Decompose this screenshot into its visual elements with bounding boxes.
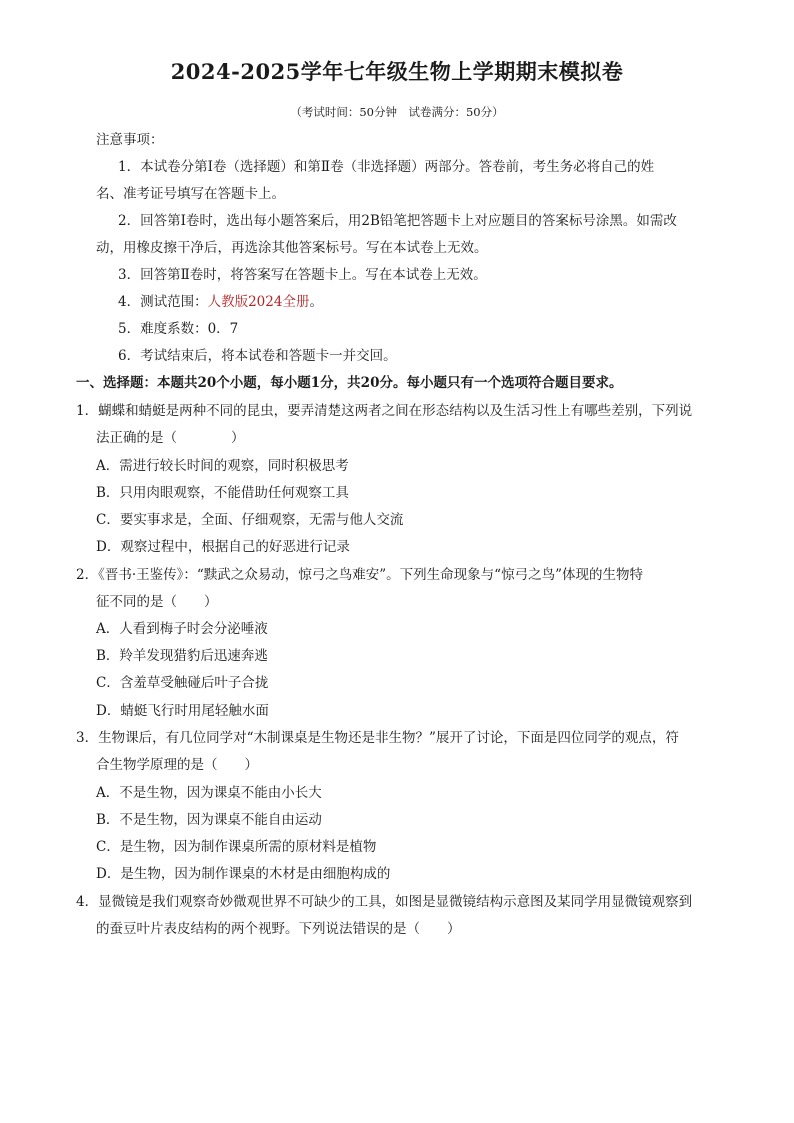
question-2-option-c: C．含羞草受触碰后叶子合拢	[96, 675, 269, 691]
question-3-stem-line-2: 合生物学原理的是（ ）	[96, 757, 258, 773]
question-2-option-b: B．羚羊发现猎豹后迅速奔逃	[96, 648, 268, 664]
notice-item-3: 3．回答第Ⅱ卷时，将答案写在答题卡上。写在本试卷上无效。	[118, 267, 487, 283]
question-2-stem-line-2: 征不同的是（ ）	[96, 594, 218, 610]
question-1-stem-line-1: 1．蝴蝶和蜻蜓是两种不同的昆虫，要弄清楚这两者之间在形态结构以及生活习性上有哪些差别，下列说	[76, 403, 693, 419]
question-2-stem-line-1: 2．《晋书·王鉴传》：“黩武之众易动，惊弓之鸟难安”。下列生命现象与“惊弓之鸟”体现的生物特	[76, 567, 643, 583]
test-scope: 人教版2024全册	[207, 294, 310, 310]
notice-heading: 注意事项：	[96, 132, 164, 148]
question-4-stem-line-2: 的蚕豆叶片表皮结构的两个视野。下列说法错误的是（ ）	[96, 921, 461, 937]
question-3-option-c: C．是生物，因为制作课桌所需的原材料是植物	[96, 839, 377, 855]
question-1-option-c: C．要实事求是，全面、仔细观察，无需与他人交流	[96, 512, 404, 528]
notice-item-2-line-2: 动，用橡皮擦干净后，再选涂其他答案标号。写在本试卷上无效。	[96, 240, 488, 256]
question-4-stem-line-1: 4．显微镜是我们观察奇妙微观世界不可缺少的工具，如图是显微镜结构示意图及某同学用显微镜观察到	[76, 894, 693, 910]
notice-item-5: 5．难度系数：0．7	[118, 321, 239, 337]
question-3-stem-line-1: 3．生物课后，有几位同学对“木制课桌是生物还是非生物？”展开了讨论，下面是四位同学的观点，符	[76, 730, 679, 746]
question-2-option-a: A．人看到梅子时会分泌唾液	[96, 621, 268, 637]
exam-subtitle: （考试时间：50分钟 试卷满分：50分）	[290, 105, 504, 119]
question-2-option-d: D．蜻蜓飞行时用尾轻触水面	[96, 703, 269, 719]
notice-item-6: 6．考试结束后，将本试卷和答题卡一并交回。	[118, 348, 397, 364]
question-1-option-a: A．需进行较长时间的观察，同时积极思考	[96, 458, 349, 474]
notice-item-4-suffix: 。	[309, 294, 323, 310]
question-1-option-d: D．观察过程中，根据自己的好恶进行记录	[96, 539, 350, 555]
notice-item-1-line-2: 名、准考证号填写在答题卡上。	[96, 186, 285, 202]
question-3-option-d: D．是生物，因为制作课桌的木材是由细胞构成的	[96, 866, 391, 882]
exam-title: 2024-2025学年七年级生物上学期期末模拟卷	[170, 59, 624, 84]
section-1-heading: 一、选择题：本题共20个小题，每小题1分，共20分。每小题只有一个选项符合题目要求。	[76, 375, 623, 391]
question-3-option-a: A．不是生物，因为课桌不能由小长大	[96, 785, 322, 801]
notice-item-4-prefix: 4．测试范围：	[118, 294, 208, 310]
notice-item-4	[118, 293, 323, 311]
notice-item-2-line-1: 2．回答第Ⅰ卷时，选出每小题答案后，用2B铅笔把答题卡上对应题目的答案标号涂黑。如需改	[118, 213, 677, 229]
notice-item-1-line-1: 1．本试卷分第Ⅰ卷（选择题）和第Ⅱ卷（非选择题）两部分。答卷前，考生务必将自己的姓	[118, 159, 655, 175]
question-1-option-b: B．只用肉眼观察，不能借助任何观察工具	[96, 485, 349, 501]
question-1-stem-line-2: 法正确的是（ ）	[96, 430, 245, 446]
question-3-option-b: B．不是生物，因为课桌不能自由运动	[96, 812, 322, 828]
